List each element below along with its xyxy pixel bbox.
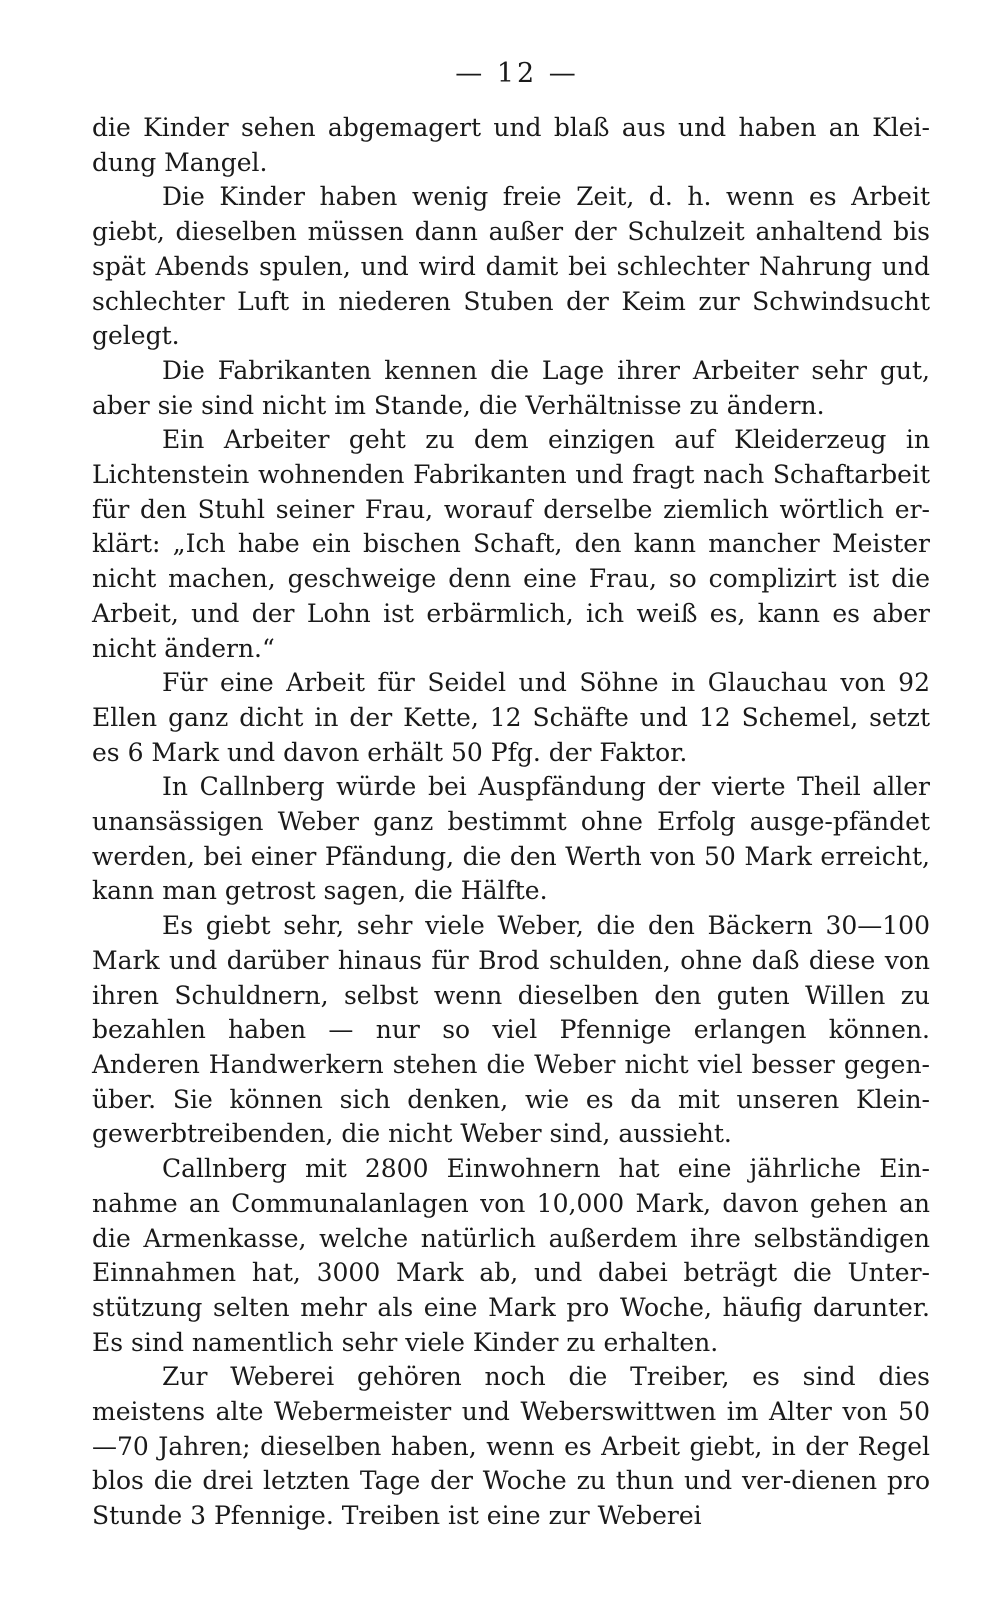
- paragraph: Für eine Arbeit für Seidel und Söhne in Glauchau von 92 Ellen ganz dicht in der Kette, 12 Schäfte und 12 Schemel, setzt es 6 Mark und davon erhält 50 Pfg. der Faktor.: [92, 668, 930, 767]
- page-number: — 12 —: [455, 58, 579, 89]
- paragraph: Die Fabrikanten kennen die Lage ihrer Arbeiter sehr gut, aber sie sind nicht im Stande, die Verhältnisse zu ändern.: [92, 355, 930, 420]
- paragraph: In Callnberg würde bei Auspfändung der vierte Theil aller unansässigen Weber ganz bestimmt ohne Erfolg ausge-pfändet werden, bei einer Pfändung, die den Werth von 50 Mark erreicht, kann man getrost sagen, die Hälfte.: [92, 772, 930, 906]
- paragraph: Zur Weberei gehören noch die Treiber, es sind dies meistens alte Webermeister und Weberswittwen im Alter von 50—70 Jahren; dieselben haben, wenn es Arbeit giebt, in der Regel blos die drei letzten Tage der Woche zu thun und ver-dienen pro Stunde 3 Pfennige. Treiben ist eine zur Weberei: [92, 1362, 930, 1531]
- paragraph: die Kinder sehen abgemagert und blaß aus und haben an Klei-dung Mangel.: [92, 113, 930, 177]
- paragraph: Die Kinder haben wenig freie Zeit, d. h. wenn es Arbeit giebt, dieselben müssen dann außer der Schulzeit anhaltend bis spät Abends spulen, und wird damit bei schlechter Nahrung und schlechter Luft in niederen Stuben der Keim zur Schwindsucht gelegt.: [92, 182, 930, 351]
- paragraph: Callnberg mit 2800 Einwohnern hat eine jährliche Ein-nahme an Communalanlagen von 10,000 Mark, davon gehen an die Armenkasse, welche natürlich außerdem ihre selbständigen Einnahmen hat, 3000 Mark ab, und dabei beträgt die Unter-stützung selten mehr als eine Mark pro Woche, häufig darunter. Es sind namentlich sehr viele Kinder zu erhalten.: [92, 1154, 930, 1357]
- paragraph: Ein Arbeiter geht zu dem einzigen auf Kleiderzeug in Lichtenstein wohnenden Fabrikanten und fragt nach Schaftarbeit für den Stuhl seiner Frau, worauf derselbe ziemlich wörtlich er-klärt: „Ich habe ein bischen Schaft, den kann mancher Meister nicht machen, geschweige denn eine Frau, so complizirt ist die Arbeit, und der Lohn ist erbärmlich, ich weiß es, kann es aber nicht ändern.“: [92, 425, 930, 663]
- paragraph: Es giebt sehr, sehr viele Weber, die den Bäckern 30—100 Mark und darüber hinaus für Brod schulden, ohne daß diese von ihren Schuldnern, selbst wenn dieselben den guten Willen zu bezahlen haben — nur so viel Pfennige erlangen können. Anderen Handwerkern stehen die Weber nicht viel besser gegen-über. Sie können sich denken, wie es da mit unseren Klein-gewerbtreibenden, die nicht Weber sind, aussieht.: [92, 911, 930, 1149]
- body-text: [92, 111, 930, 1534]
